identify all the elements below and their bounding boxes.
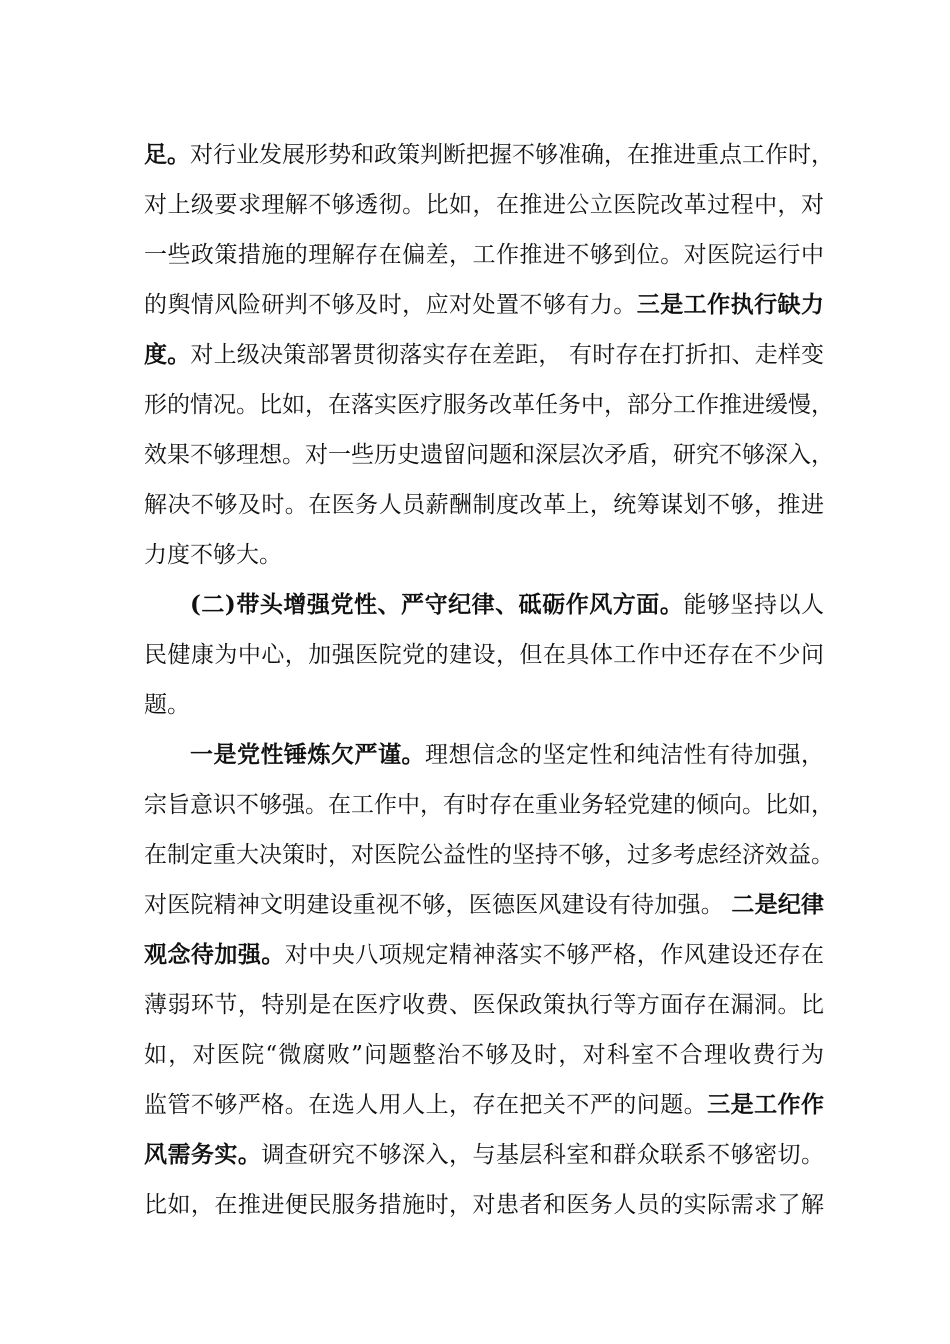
- text-line: [144, 1080, 824, 1130]
- text-line: [144, 930, 824, 980]
- text-line: [144, 880, 824, 930]
- text-line: [144, 480, 824, 530]
- body-text: 如，对医院“微腐败”问题整治不够及时，对科室不合理收费行为: [144, 1042, 824, 1068]
- bold-heading-text: 三是工作执行缺力: [636, 291, 825, 318]
- body-text: 宗旨意识不够强。在工作中，有时存在重业务轻党建的倾向。比如，: [144, 792, 834, 818]
- bold-heading-text: 三是工作作: [707, 1091, 825, 1118]
- body-text: 解决不够及时。在医务人员薪酬制度改革上，统筹谋划不够，推进: [144, 492, 824, 518]
- body-text: 能够坚持以人: [683, 592, 825, 618]
- body-text: 对中央八项规定精神落实不够严格，作风建设还存在: [284, 942, 825, 968]
- text-line: [144, 1180, 824, 1230]
- bold-heading-text: 度。: [144, 341, 191, 368]
- text-line: [144, 780, 834, 830]
- text-line: [144, 230, 824, 280]
- body-text: 理想信念的坚定性和纯洁性有待加强，: [425, 742, 824, 768]
- body-text: 的舆情风险研判不够及时，应对处置不够有力。: [144, 292, 637, 318]
- body-text: 一些政策措施的理解存在偏差，工作推进不够到位。对医院运行中: [144, 242, 824, 268]
- text-line: [144, 280, 824, 330]
- text-line: [144, 380, 834, 430]
- text-line: [144, 130, 834, 180]
- text-line: [144, 530, 824, 580]
- text-line: [144, 830, 834, 880]
- body-text: 对行业发展形势和政策判断把握不够准确，在推进重点工作时，: [190, 142, 834, 168]
- body-text: 对上级要求理解不够透彻。比如，在推进公立医院改革过程中，对: [144, 192, 824, 218]
- body-text: 监管不够严格。在选人用人上，存在把关不严的问题。: [144, 1092, 708, 1118]
- document-body-text: [144, 130, 834, 1230]
- text-line: [144, 980, 824, 1030]
- text-line: [144, 730, 824, 780]
- text-line: [144, 680, 824, 730]
- text-line: [144, 580, 824, 630]
- body-text: 民健康为中心，加强医院党的建设，但在具体工作中还存在不少问: [144, 642, 824, 668]
- body-text: 对上级决策部署贯彻落实存在差距， 有时存在打折扣、走样变: [190, 342, 825, 368]
- bold-heading-text: (二)带头增强党性、严守纪律、砥砺作风方面。: [190, 591, 684, 618]
- text-line: [144, 1030, 824, 1080]
- bold-heading-text: 一是党性锤炼欠严谨。: [190, 741, 425, 768]
- body-text: 在制定重大决策时，对医院公益性的坚持不够，过多考虑经济效益。: [144, 842, 834, 868]
- body-text: 薄弱环节，特别是在医疗收费、医保政策执行等方面存在漏洞。比: [144, 992, 824, 1018]
- body-text: 比如，在推进便民服务措施时，对患者和医务人员的实际需求了解: [144, 1192, 824, 1218]
- body-text: 对医院精神文明建设重视不够，医德医风建设有待加强。: [144, 892, 732, 918]
- text-line: [144, 430, 834, 480]
- bold-heading-text: 二是纪律: [731, 891, 825, 918]
- text-line: [144, 330, 824, 380]
- bold-heading-text: 风需务实。: [144, 1141, 262, 1168]
- text-line: [144, 630, 824, 680]
- body-text: 效果不够理想。对一些历史遗留问题和深层次矛盾，研究不够深入，: [144, 442, 834, 468]
- body-text: 调查研究不够深入，与基层科室和群众联系不够密切。: [261, 1142, 825, 1168]
- body-text: 题。: [144, 692, 190, 718]
- bold-heading-text: 观念待加强。: [144, 941, 285, 968]
- body-text: 力度不够大。: [144, 542, 282, 568]
- text-line: [144, 180, 824, 230]
- bold-heading-text: 足。: [144, 141, 190, 168]
- body-text: 形的情况。比如，在落实医疗服务改革任务中，部分工作推进缓慢，: [144, 392, 834, 418]
- text-line: [144, 1130, 824, 1180]
